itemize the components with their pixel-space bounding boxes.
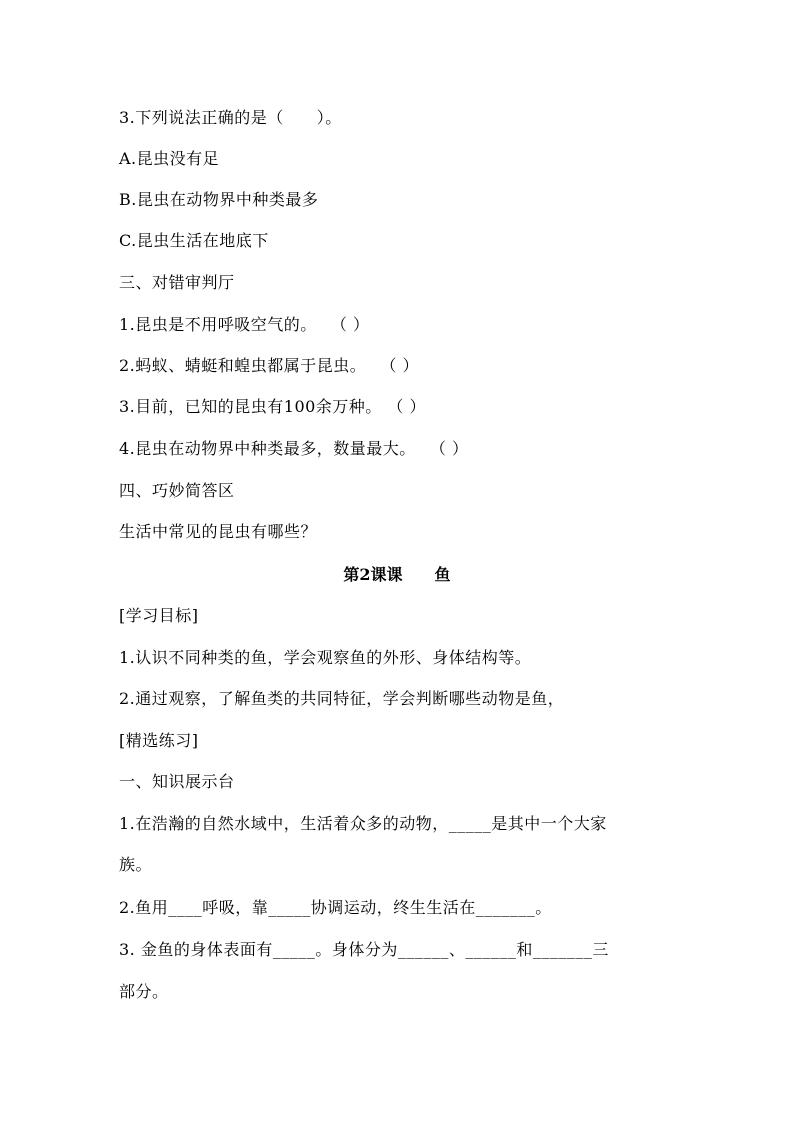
option-b: B.昆虫在动物界中种类最多 [119, 190, 319, 209]
fill-item-1: 1.在浩瀚的自然水域中，生活着众多的动物，_____是其中一个大家 [119, 814, 607, 833]
goals-heading: [学习目标] [119, 606, 199, 625]
option-a: A.昆虫没有足 [119, 149, 220, 168]
judge-item-3: 3.目前，已知的昆虫有100余万种。 （ ） [119, 397, 426, 416]
lesson-title: 第2课课 鱼 [343, 565, 451, 584]
judge-item-1: 1.昆虫是不用呼吸空气的。 （ ） [119, 315, 370, 334]
question-3: 3.下列说法正确的是（ ）。 [119, 108, 342, 127]
judge-item-4: 4.昆虫在动物界中种类最多，数量最大。 （ ） [119, 439, 469, 458]
option-c: C.昆虫生活在地底下 [119, 231, 269, 250]
fill-item-2: 2.鱼用____呼吸，靠_____协调运动，终生生活在_______。 [119, 898, 552, 917]
goal-2: 2.通过观察，了解鱼类的共同特征，学会判断哪些动物是鱼， [119, 689, 565, 708]
judge-item-2: 2.蚂蚁、蜻蜓和蝗虫都属于昆虫。 （ ） [119, 356, 419, 375]
section-heading-answer: 四、巧妙简答区 [119, 481, 235, 500]
section-heading-judge: 三、对错审判厅 [119, 273, 235, 292]
practice-heading: [精选练习] [119, 731, 199, 750]
fill-item-1-cont: 族。 [119, 855, 153, 874]
answer-question: 生活中常见的昆虫有哪些？ [119, 522, 318, 541]
goal-1: 1.认识不同种类的鱼，学会观察鱼的外形、身体结构等。 [119, 648, 532, 667]
fill-item-3-cont: 部分。 [119, 982, 169, 1001]
knowledge-heading: 一、知识展示台 [119, 772, 235, 791]
fill-item-3: 3. 金鱼的身体表面有_____。身体分为______、______和_______三 [119, 940, 609, 959]
